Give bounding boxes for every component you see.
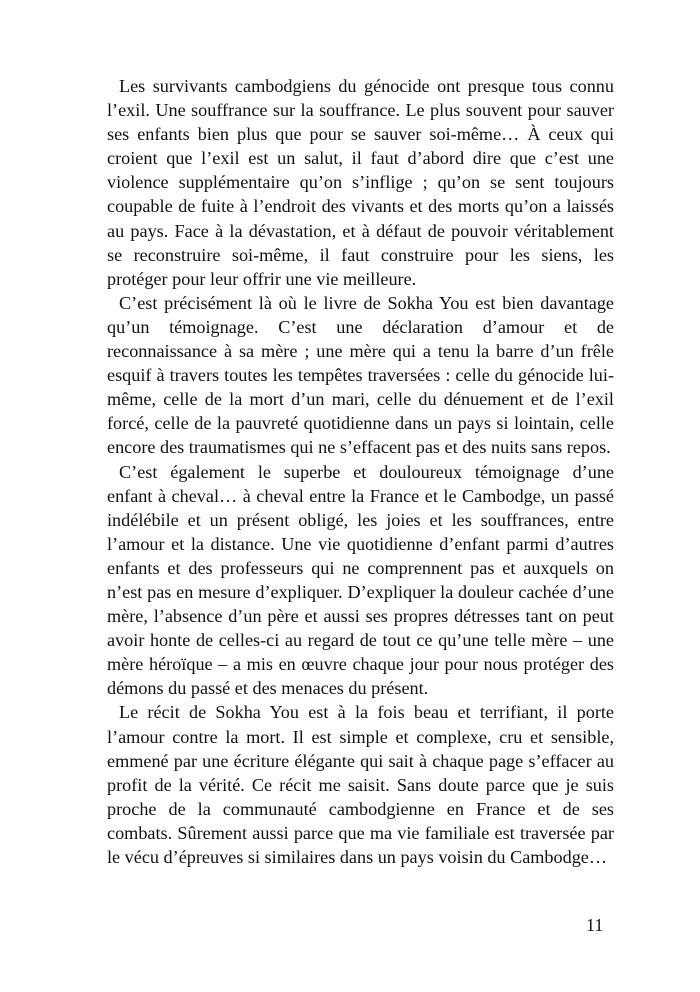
text-line: même, celle de la mort d’un mari, celle du dénuement et de l’exil — [107, 389, 614, 410]
text-line: se reconstruire soi-même, il faut construire pour les siens, les — [107, 244, 614, 265]
text-line: Les survivants cambodgiens du génocide ont presque tous connu — [119, 76, 614, 96]
text-line: indélébile et un présent obligé, les joies et les souffrances, entre — [107, 509, 614, 530]
text-line: Le récit de Sokha You est à la fois beau et terrifiant, il porte — [119, 702, 614, 723]
text-line: démons du passé et des menaces du présent. — [107, 678, 429, 699]
text-line: encore des traumatismes qui ne s’effacent pas et des nuits sans repos. — [107, 437, 611, 458]
text-line: emmené par une écriture élégante qui sait à chaque page s’effacer au — [107, 750, 614, 771]
text-line: forcé, celle de la pauvreté quotidienne dans un pays si lointain, celle — [107, 413, 614, 434]
text-line: C’est précisément là où le livre de Sokha You est bien davantage — [119, 292, 614, 313]
text-line: profit de la vérité. Ce récit me saisit. Sans doute parce que je suis — [107, 774, 614, 795]
text-line: esquif à travers toutes les tempêtes traversées : celle du génocide lui- — [107, 365, 614, 386]
text-line: le vécu d’épreuves si similaires dans un pays voisin du Cambodge… — [107, 847, 608, 867]
text-line: reconnaissance à sa mère ; une mère qui a tenu la barre d’un frêle — [107, 341, 614, 362]
paragraph — [107, 74, 614, 291]
text-line: l’amour et la distance. Une vie quotidienne d’enfant parmi d’autres — [107, 533, 614, 554]
text-line: violence supplémentaire qu’on s’inflige ; qu’on se sent toujours — [107, 172, 614, 193]
text-line: mère héroïque – a mis en œuvre chaque jour pour nous protéger des — [107, 654, 614, 675]
text-line: combats. Sûrement aussi parce que ma vie familiale est traversée par — [107, 822, 614, 843]
paragraph — [107, 291, 614, 460]
page-number: 11 — [586, 915, 604, 935]
paragraph — [107, 460, 614, 701]
text-line: proche de la communauté cambodgienne en France et de ses — [107, 798, 614, 819]
text-line: enfant à cheval… à cheval entre la France et le Cambodge, un passé — [107, 485, 614, 506]
text-line: l’exil. Une souffrance sur la souffrance. Le plus souvent pour sauver — [107, 100, 614, 121]
text-line: au pays. Face à la dévastation, et à défaut de pouvoir véritablement — [107, 220, 614, 241]
text-line: n’est pas en mesure d’expliquer. D’expliquer la douleur cachée d’une — [107, 581, 614, 602]
text-line: l’amour contre la mort. Il est simple et complexe, cru et sensible, — [107, 726, 614, 747]
text-line: avoir honte de celles-ci au regard de tout ce qu’une telle mère – une — [107, 630, 614, 651]
text-line: coupable de fuite à l’endroit des vivants et des morts qu’on a laissés — [107, 196, 614, 217]
body-text — [107, 74, 614, 869]
text-line: croient que l’exil est un salut, il faut d’abord dire que c’est une — [107, 148, 614, 169]
text-line: enfants et des professeurs qui ne comprennent pas et auxquels on — [107, 557, 614, 578]
text-line: qu’un témoignage. C’est une déclaration d’amour et de — [107, 316, 614, 337]
text-line: C’est également le superbe et douloureux témoignage d’une — [119, 461, 614, 482]
text-line: protéger pour leur offrir une vie meilleure. — [107, 268, 417, 289]
paragraph — [107, 700, 614, 869]
text-line: ses enfants bien plus que pour se sauver soi-même… À ceux qui — [107, 124, 614, 145]
text-line: mère, l’absence d’un père et aussi ses propres détresses tant on peut — [107, 606, 614, 627]
